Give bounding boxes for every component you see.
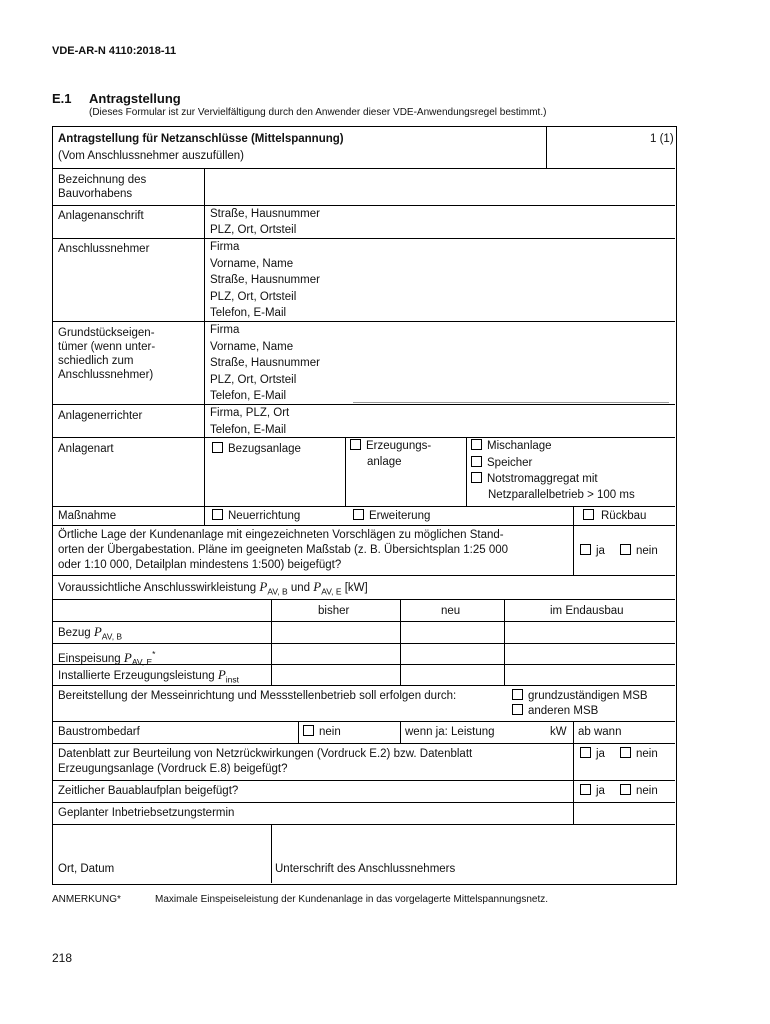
eigentuemer-line: PLZ, Ort, Ortsteil xyxy=(210,374,297,386)
footnote-text: Maximale Einspeiseleistung der Kundenanlage in das vorgelagerte Mittelspannungsnetz. xyxy=(155,894,549,905)
form-header-subtitle: (Vom Anschlussnehmer auszufüllen) xyxy=(58,150,245,162)
option-label: Rückbau xyxy=(601,510,647,522)
checkbox[interactable] xyxy=(471,456,482,467)
datenblatt-text: Datenblatt zur Beurteilung von Netzrückwirkungen (Vordruck E.2) bzw. Datenblatt xyxy=(58,748,473,760)
checkbox[interactable] xyxy=(620,544,631,555)
baustrom-wenn-ja: wenn ja: Leistung xyxy=(405,726,495,738)
checkbox[interactable] xyxy=(471,472,482,483)
option-neuerrichtung[interactable] xyxy=(212,508,300,525)
option-label: nein xyxy=(636,545,658,557)
form-page-count: 1 (1) xyxy=(650,133,674,145)
inbetrieb-label: Geplanter Inbetriebsetzungstermin xyxy=(58,807,235,819)
option-nein[interactable] xyxy=(620,746,658,763)
anschlussnehmer-line: PLZ, Ort, Ortsteil xyxy=(210,291,297,303)
option-rueckbau[interactable] xyxy=(583,508,646,525)
footnote-label: ANMERKUNG* xyxy=(52,894,121,905)
checkbox[interactable] xyxy=(580,747,591,758)
checkbox[interactable] xyxy=(471,439,482,450)
option-label: ja xyxy=(596,785,605,797)
einspeisung-label: Einspeisung $P_{AV, E}^*$ xyxy=(58,649,156,668)
option-erweiterung[interactable] xyxy=(353,508,430,525)
msb-label: Bereitstellung der Messeinrichtung und Messstellenbetrieb soll erfolgen durch: xyxy=(58,690,457,702)
eigentuemer-label: tümer (wenn unter- xyxy=(58,341,156,353)
lage-text: Örtliche Lage der Kundenanlage mit eingezeichneten Vorschlägen zu möglichen Stand- xyxy=(58,529,504,541)
application-form xyxy=(52,126,677,885)
footnote xyxy=(52,894,549,905)
option-label: Erzeugungs- xyxy=(366,440,432,452)
checkbox[interactable] xyxy=(303,725,314,736)
page-number: 218 xyxy=(52,951,73,965)
bezeichnung-label-2: Bauvorhabens xyxy=(58,188,133,200)
option-label-cont: Netzparallelbetrieb > 100 ms xyxy=(488,489,635,501)
bauablauf-label: Zeitlicher Bauablaufplan beigefügt? xyxy=(58,785,239,797)
option-label: Notstromaggregat mit xyxy=(487,473,598,485)
checkbox[interactable] xyxy=(212,509,223,520)
document-id: VDE-AR-N 4110:2018-11 xyxy=(52,45,177,57)
option-ja[interactable] xyxy=(580,543,605,560)
baustrom-ab-wann: ab wann xyxy=(578,726,622,738)
massnahme-label: Maßnahme xyxy=(58,510,117,522)
option-label: anderen MSB xyxy=(528,705,599,717)
anschlussnehmer-line: Straße, Hausnummer xyxy=(210,274,320,286)
errichter-line: Firma, PLZ, Ort xyxy=(210,407,290,419)
datenblatt-text: Erzeugungsanlage (Vordruck E.8) beigefügt? xyxy=(58,763,288,775)
baustrom-label: Baustrombedarf xyxy=(58,726,140,738)
eigentuemer-line: Straße, Hausnummer xyxy=(210,357,320,369)
lage-text: orten der Übergabestation. Pläne im geeigneten Maßstab (z. B. Übersichtsplan 1:25 000 xyxy=(58,544,509,556)
section-note: (Dieses Formular ist zur Vervielfältigung durch den Anwender dieser VDE-Anwendungsregel bestimmt.) xyxy=(89,107,547,118)
option-anderer-msb[interactable] xyxy=(512,703,598,720)
option-label: nein xyxy=(636,748,658,760)
lage-text: oder 1:10 000, Detailplan mindestens 1:500) beigefügt? xyxy=(58,559,342,571)
checkbox[interactable] xyxy=(212,442,223,453)
option-label: grundzuständigen MSB xyxy=(528,690,648,702)
section-title: Antragstellung xyxy=(89,91,181,106)
anschlussnehmer-line: Firma xyxy=(210,241,240,253)
column-bisher: bisher xyxy=(318,605,350,617)
checkbox[interactable] xyxy=(620,747,631,758)
anschrift-label: Anlagenanschrift xyxy=(58,210,144,222)
anschlussnehmer-line: Telefon, E-Mail xyxy=(210,307,287,319)
option-ja[interactable] xyxy=(580,783,605,800)
checkbox[interactable] xyxy=(350,439,361,450)
anschlussnehmer-label: Anschlussnehmer xyxy=(58,243,150,255)
installiert-label: Installierte Erzeugungsleistung $P_{inst}$ xyxy=(58,667,240,685)
anschlussnehmer-line: Vorname, Name xyxy=(210,258,294,270)
option-ja[interactable] xyxy=(580,746,605,763)
checkbox[interactable] xyxy=(512,689,523,700)
eigentuemer-label: Anschlussnehmer) xyxy=(58,369,154,381)
option-label: ja xyxy=(596,545,605,557)
option-notstrom[interactable] xyxy=(471,471,598,488)
checkbox[interactable] xyxy=(353,509,364,520)
checkbox[interactable] xyxy=(620,784,631,795)
option-bezugsanlage[interactable] xyxy=(212,441,301,458)
errichter-line: Telefon, E-Mail xyxy=(210,424,287,436)
leistung-heading: Voraussichtliche Anschlusswirkleistung $P_{AV, B}$ und $P_{AV, E}$ [kW] xyxy=(58,579,368,597)
column-endausbau: im Endausbau xyxy=(550,605,624,617)
ort-datum-label: Ort, Datum xyxy=(58,863,115,875)
option-baustrom-nein[interactable] xyxy=(303,724,341,741)
section-heading xyxy=(52,91,181,106)
checkbox[interactable] xyxy=(580,544,591,555)
anlagenart-label: Anlagenart xyxy=(58,443,114,455)
checkbox[interactable] xyxy=(583,509,594,520)
option-label: nein xyxy=(636,785,658,797)
section-number: E.1 xyxy=(52,91,72,106)
option-nein[interactable] xyxy=(620,543,658,560)
eigentuemer-line: Telefon, E-Mail xyxy=(210,390,287,402)
baustrom-unit: kW xyxy=(550,726,567,738)
option-label: ja xyxy=(596,748,605,760)
option-label: Bezugsanlage xyxy=(228,443,301,455)
eigentuemer-label: schiedlich zum xyxy=(58,355,134,367)
anschrift-line: Straße, Hausnummer xyxy=(210,208,320,220)
form-header-title: Antragstellung für Netzanschlüsse (Mittelspannung) xyxy=(58,133,344,145)
unterschrift-label: Unterschrift des Anschlussnehmers xyxy=(275,863,456,875)
eigentuemer-line: Firma xyxy=(210,324,240,336)
option-label-cont: anlage xyxy=(367,456,402,468)
eigentuemer-label: Grundstückseigen- xyxy=(58,327,155,339)
option-label: Neuerrichtung xyxy=(228,510,301,522)
option-label: nein xyxy=(319,726,341,738)
option-label: Speicher xyxy=(487,457,533,469)
option-speicher[interactable] xyxy=(471,455,532,472)
option-mischanlage[interactable] xyxy=(471,438,552,455)
errichter-label: Anlagenerrichter xyxy=(58,410,143,422)
eigentuemer-underline xyxy=(353,402,669,403)
option-nein[interactable] xyxy=(620,783,658,800)
option-erzeugungsanlage[interactable] xyxy=(350,438,431,455)
bezeichnung-label-1: Bezeichnung des xyxy=(58,174,147,186)
column-neu: neu xyxy=(441,605,461,617)
option-label: Erweiterung xyxy=(369,510,431,522)
anschrift-line: PLZ, Ort, Ortsteil xyxy=(210,224,297,236)
checkbox[interactable] xyxy=(580,784,591,795)
checkbox[interactable] xyxy=(512,704,523,715)
bezug-label: Bezug $P_{AV, B}$ xyxy=(58,624,123,642)
eigentuemer-line: Vorname, Name xyxy=(210,341,294,353)
option-label: Mischanlage xyxy=(487,440,552,452)
